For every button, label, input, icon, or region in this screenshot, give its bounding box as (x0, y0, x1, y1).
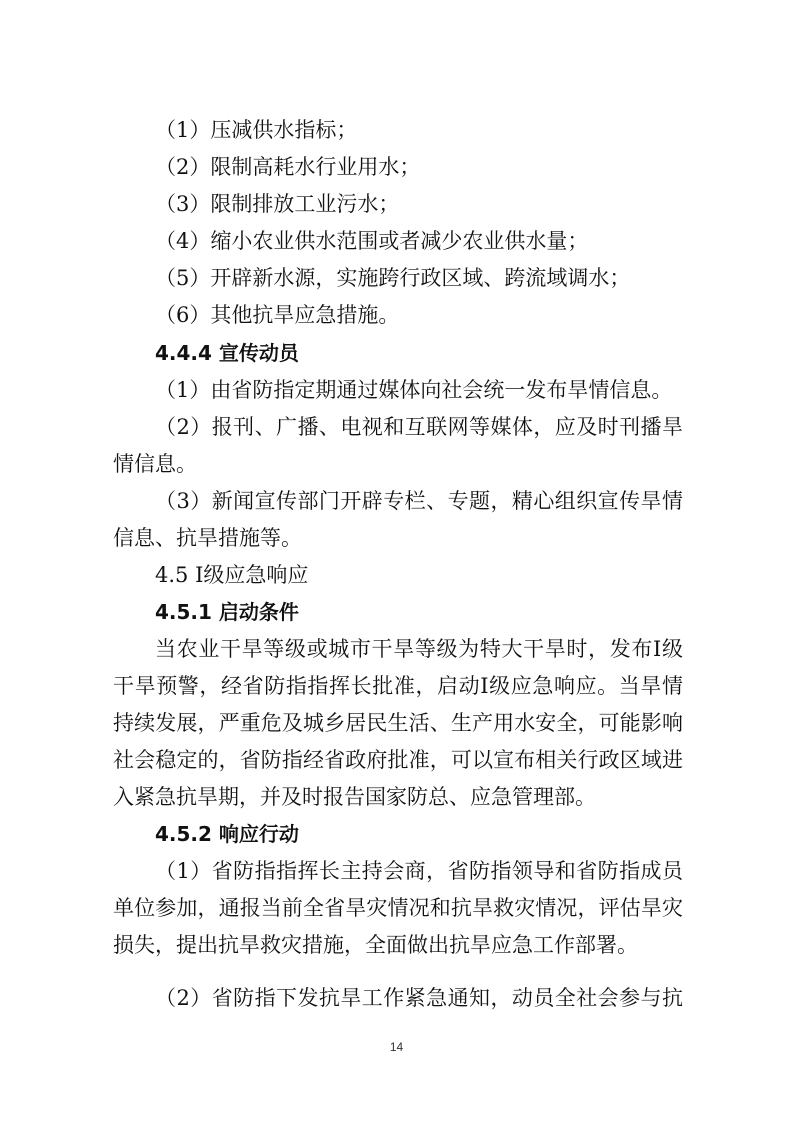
paragraph-line: 单位参加，通报当前全省旱灾情况和抗旱救灾情况，评估旱灾 (113, 896, 683, 920)
section-heading: 4.5 Ⅰ级应急响应 (155, 563, 309, 587)
list-item: （1）压减供水指标； (155, 118, 358, 142)
paragraph-line: 损失，提出抗旱救灾措施，全面做出抗旱应急工作部署。 (113, 933, 638, 957)
paragraph-line: 社会稳定的，省防指经省政府批准，可以宣布相关行政区域进 (113, 748, 683, 772)
paragraph-line: 当农业干旱等级或城市干旱等级为特大干旱时，发布Ⅰ级 (155, 637, 683, 661)
list-item: （3）限制排放工业污水； (155, 192, 400, 216)
list-item: （6）其他抗旱应急措施。 (155, 303, 400, 327)
paragraph-line: 信息、抗旱措施等。 (113, 526, 302, 550)
paragraph-line: 入紧急抗旱期，并及时报告国家防总、应急管理部。 (113, 785, 596, 809)
paragraph-line: （1）由省防指定期通过媒体向社会统一发布旱情信息。 (155, 378, 673, 402)
paragraph-line: （1）省防指指挥长主持会商，省防指领导和省防指成员 (155, 859, 683, 883)
paragraph-line: （2）省防指下发抗旱工作紧急通知，动员全社会参与抗 (155, 986, 683, 1010)
list-item: （5）开辟新水源，实施跨行政区域、跨流域调水； (155, 266, 631, 290)
paragraph-line: （2）报刊、广播、电视和互联网等媒体，应及时刊播旱 (155, 415, 683, 439)
paragraph-line: 情信息。 (113, 452, 197, 476)
list-item: （4）缩小农业供水范围或者减少农业供水量； (155, 229, 589, 253)
paragraph-line: 持续发展，严重危及城乡居民生活、生产用水安全，可能影响 (113, 711, 683, 735)
section-heading: 4.5.1 启动条件 (155, 600, 299, 624)
paragraph-line: （3）新闻宣传部门开辟专栏、专题，精心组织宣传旱情 (155, 489, 683, 513)
section-heading: 4.4.4 宣传动员 (155, 341, 299, 365)
page-number: 14 (389, 1040, 404, 1054)
list-item: （2）限制高耗水行业用水； (155, 155, 421, 179)
section-heading: 4.5.2 响应行动 (155, 822, 299, 846)
paragraph-line: 干旱预警，经省防指指挥长批准，启动Ⅰ级应急响应。当旱情 (113, 674, 683, 698)
